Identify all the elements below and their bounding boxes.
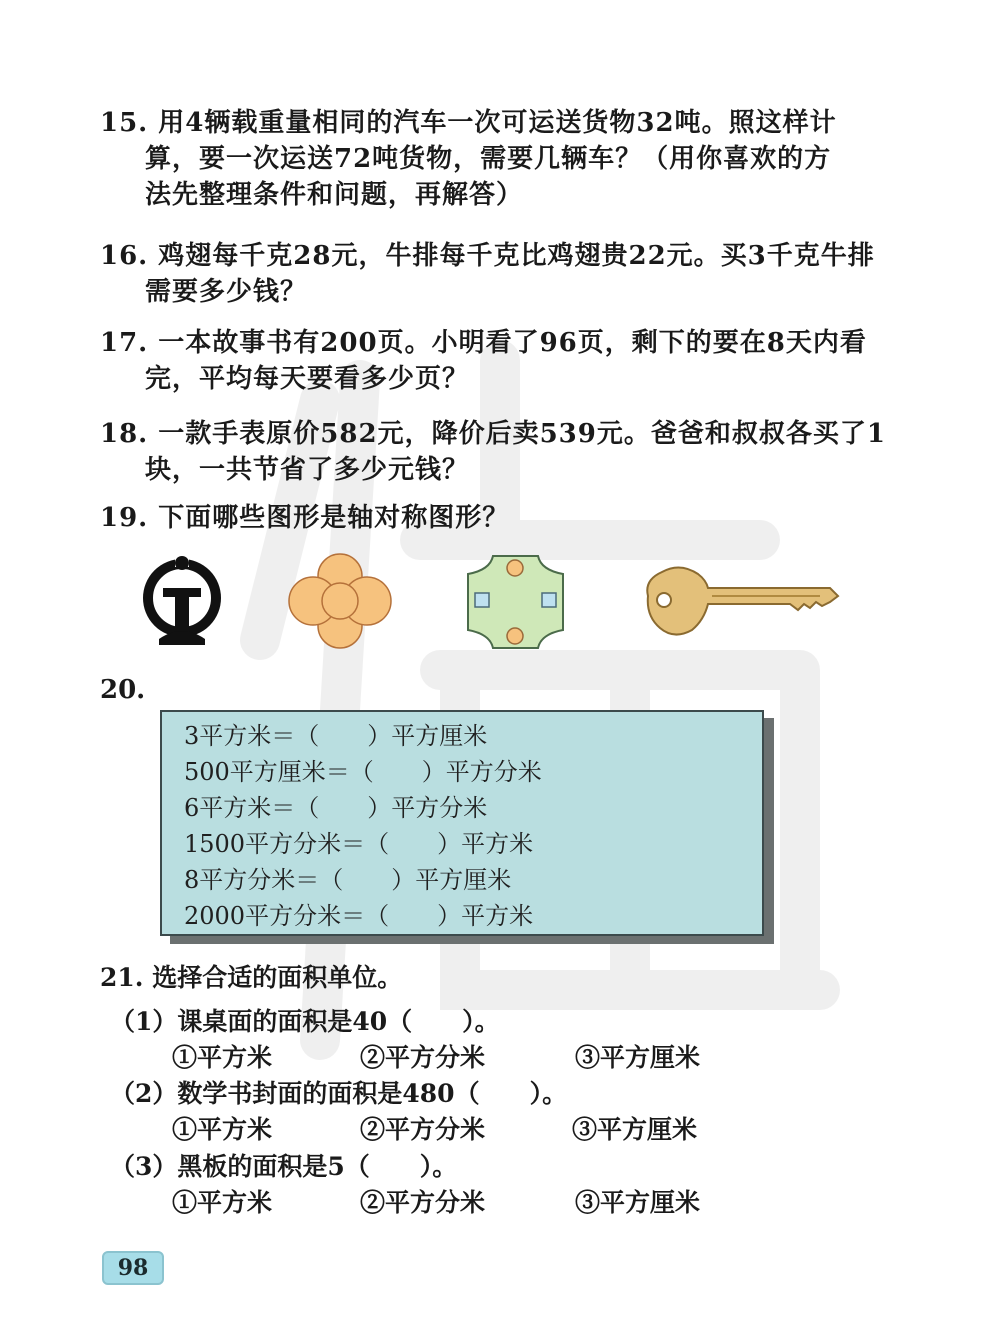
problem-21-title: 21. 选择合适的面积单位。: [100, 963, 403, 992]
problem-number: 15.: [100, 108, 149, 138]
problem-text: 鸡翅每千克28元，牛排每千克比鸡翅贵22元。买3千克牛排: [158, 241, 875, 271]
problem-number: 18.: [100, 419, 149, 449]
conversion-box: [160, 710, 764, 936]
problem-number: 16.: [100, 241, 149, 271]
option: ③平方厘米: [572, 1115, 698, 1144]
option: ①平方米: [172, 1043, 273, 1072]
conversion-line: 3平方米＝（ ）平方厘米: [184, 722, 488, 750]
key-icon: [640, 558, 845, 643]
problem-text: 完，平均每天要看多少页？: [145, 364, 470, 394]
conversion-line: 2000平方分米＝（ ）平方米: [184, 902, 534, 930]
problem-text: 块，一共节省了多少元钱？: [145, 455, 470, 485]
symmetry-shapes: [130, 548, 850, 658]
octagon-tile-icon: [463, 552, 568, 652]
problem-20-number: 20.: [100, 675, 146, 705]
option: ②平方分米: [360, 1043, 486, 1072]
option: ③平方厘米: [575, 1188, 701, 1217]
option: ②平方分米: [360, 1188, 486, 1217]
four-circle-flower-icon: [285, 551, 395, 651]
problem-text: 算，要一次运送72吨货物，需要几辆车？（用你喜欢的方: [145, 144, 832, 174]
conversion-line: 8平方分米＝（ ）平方厘米: [184, 866, 512, 894]
sub-question: （1）课桌面的面积是40（ ）。: [110, 1007, 500, 1036]
sub-question: （2）数学书封面的面积是480（ ）。: [110, 1079, 568, 1108]
problem-17: [100, 325, 867, 397]
problem-text: 法先整理条件和问题，再解答）: [145, 180, 524, 210]
problem-16: [100, 238, 875, 310]
conversion-line: 1500平方分米＝（ ）平方米: [184, 830, 534, 858]
conversion-line: 6平方米＝（ ）平方分米: [184, 794, 488, 822]
option: ②平方分米: [360, 1115, 486, 1144]
sub-question: （3）黑板的面积是5（ ）。: [110, 1152, 458, 1181]
problem-text: 一本故事书有200页。小明看了96页，剩下的要在8天内看: [158, 328, 867, 358]
problem-number: 17.: [100, 328, 149, 358]
problem-15: [100, 105, 837, 213]
problem-text: 需要多少钱？: [145, 277, 308, 307]
problem-text: 用4辆载重量相同的汽车一次可运送货物32吨。照这样计: [158, 108, 837, 138]
problem-19: [100, 500, 509, 536]
page-number: 98: [102, 1251, 164, 1285]
railway-logo-icon: [135, 553, 230, 648]
option: ③平方厘米: [575, 1043, 701, 1072]
problem-text: 下面哪些图形是轴对称图形？: [158, 503, 510, 533]
option: ①平方米: [172, 1188, 273, 1217]
problem-text: 一款手表原价582元，降价后卖539元。爸爸和叔叔各买了1: [158, 419, 886, 449]
problem-18: [100, 416, 886, 488]
problem-number: 19.: [100, 503, 149, 533]
option: ①平方米: [172, 1115, 273, 1144]
conversion-line: 500平方厘米＝（ ）平方分米: [184, 758, 542, 786]
